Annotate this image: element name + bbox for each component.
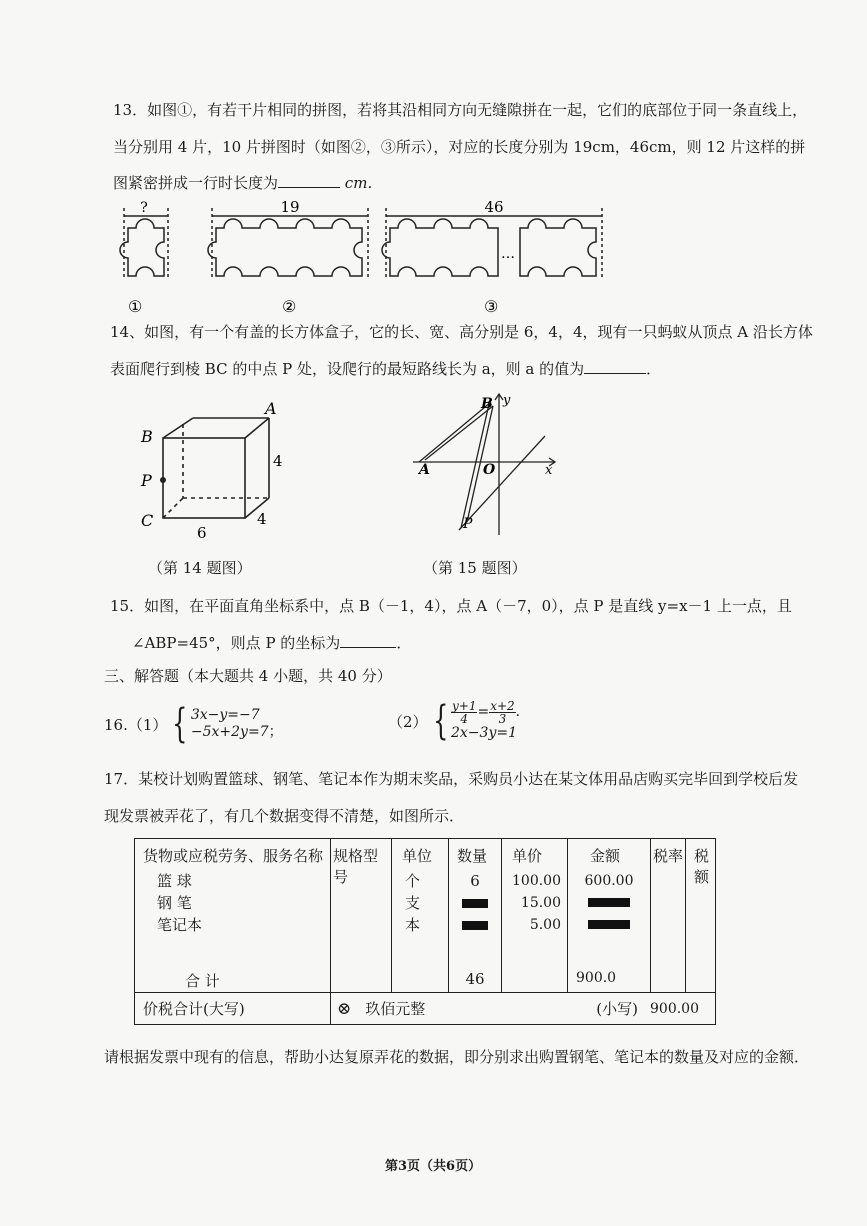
header-spec: 规格型号 [333,847,379,886]
q14-label-height: 4 [273,452,283,470]
amount-pen-redacted [588,898,630,907]
page-footer: 第3页（共6页） [385,1159,482,1174]
q14-label-length: 6 [197,524,207,542]
tax-upper-amount: 玖佰元整 [365,1000,426,1018]
q14-label-p: P [141,471,152,490]
tax-cross-symbol: ⊗ [337,998,352,1019]
q15-line2-end: ． [396,634,412,652]
q15-line1: 15．如图，在平面直角坐标系中，点 B（－1，4），点 A（－7，0），点 P 是直线 y=x－1 上一点，且 [110,597,792,615]
invoice-col-qty [449,839,502,993]
q15-label-a: A [419,462,430,478]
q14-label-b: B [141,427,153,446]
tax-small-amount: 900.00 [650,1000,699,1017]
q15-caption: （第 15 题图） [423,559,527,577]
price-pen: 15.00 [520,895,561,911]
q14-line2-end: ． [646,360,662,378]
unit-notebook: 本 [405,916,421,934]
header-tax: 税额 [694,847,710,886]
q14-line1: 14、如图，有一个有盖的长方体盒子，它的长、宽、高分别是 6，4，4，现有一只蚂蚁从顶点 A 沿长方体 [110,323,813,341]
q16-number: 16.（1） [104,715,168,734]
qty-basketball: 6 [470,872,480,890]
item-basketball: 篮 球 [157,872,192,890]
invoice-col-amount [568,839,651,993]
q13-line1: 13．如图①，有若干片相同的拼图，若将其沿相同方向无缝隙拼在一起，它们的底部位于同一条直线上， [113,101,808,119]
tax-label-cell [135,993,331,1025]
q14-caption: （第 14 题图） [148,559,252,577]
q16-brace2: { [432,698,448,744]
invoice-col-tax [686,839,716,993]
amount-notebook-redacted [588,920,630,929]
q16-part2 [388,700,530,742]
q15-line2-text: ∠ABP=45°，则点 P 的坐标为 [132,634,341,652]
qty-notebook-redacted [462,921,488,930]
q15-label-x: x [545,463,553,478]
q16-eq1b: −5x+2y=7； [190,724,283,740]
q15-label-y: y [503,393,511,408]
q16-system2 [428,700,530,742]
q13-puzzle-figures [110,198,630,323]
q13-fig3-dots: … [501,246,515,262]
q16-eq2b: 2x−3y=1 [451,725,517,741]
header-price: 单价 [512,847,543,865]
price-notebook: 5.00 [529,917,561,933]
item-notebook: 笔记本 [157,916,203,934]
invoice-col-unit [392,839,449,993]
q15-answer-blank [340,634,396,648]
invoice-col-name [135,839,331,993]
q16-number2: （2） [388,712,428,731]
q17-question: 请根据发票中现有的信息，帮助小达复原弄花的数据，即分别求出购置钢笔、笔记本的数量及对应的金额． [104,1048,810,1066]
q14-line2-text: 表面爬行到棱 BC 的中点 P 处，设爬行的最短路线长为 a，则 a 的值为 [110,360,585,378]
tax-total-cell [331,993,716,1025]
q15-label-o: O [483,462,496,478]
q16-eq2a: $\frac{y+1}{4}$ = $\frac{x+2}{3}$ ． [452,699,530,726]
invoice-col-spec [331,839,392,993]
q13-label-2: ② [282,297,297,316]
header-name: 货物或应税劳务、服务名称 [143,847,324,865]
header-qty: 数量 [457,847,488,865]
invoice-col-tax-rate [651,839,686,993]
q15-label-b: B [481,396,493,412]
unit-pen: 支 [405,894,421,912]
q13-label-3: ③ [484,297,499,316]
q13-unit: cm． [344,174,383,192]
q15-label-p: P [463,516,473,532]
total-label: 合 计 [185,972,220,990]
amount-basketball: 600.00 [584,873,634,889]
q15-line2 [132,632,411,653]
invoice-table [134,838,716,1025]
qty-pen-redacted [462,899,488,908]
q13-fig2-dim: 19 [280,198,300,216]
q14-point-p [160,477,166,483]
price-basketball: 100.00 [512,873,561,889]
q16-system1 [167,701,283,747]
q17-line2: 现发票被弄花了，有几个数据变得不清楚，如图所示． [104,807,465,825]
total-amount: 900.0 [576,970,617,986]
q13-line2: 当分别用 4 片，10 片拼图时（如图②，③所示），对应的长度分别为 19cm，46cm，则 12 片这样的拼 [113,138,806,156]
q17-line1: 17．某校计划购置篮球、钢笔、笔记本作为期末奖品，采购员小达在某文体用品店购买完毕回到学校后发 [104,770,799,788]
header-tax-rate: 税率 [653,847,684,865]
total-qty: 46 [465,970,485,988]
item-pen: 钢 笔 [157,894,192,912]
q14-line2 [110,358,661,379]
q16-brace1: { [172,701,188,747]
q14-answer-blank [584,360,646,374]
tax-label: 价税合计(大写) [143,1000,245,1018]
q14-box-figure [135,400,295,550]
q14-label-c: C [141,511,154,530]
q13-line3 [113,172,382,193]
q13-fig3-dim: 46 [484,198,504,216]
q16-part1 [104,701,283,747]
q13-answer-blank [278,174,340,188]
q14-label-a: A [265,400,277,418]
section3-heading: 三、解答题（本大题共 4 小题，共 40 分） [104,667,392,685]
q13-fig1-dim: ? [140,200,148,216]
q14-label-width: 4 [257,510,267,528]
q13-line3-text: 图紧密拼成一行时长度为 [113,174,279,192]
unit-basketball: 个 [405,872,421,890]
q16-eq1a: 3x−y=−7 [190,707,260,723]
invoice-col-price [502,839,568,993]
header-amount: 金额 [590,847,621,865]
q15-coordinate-figure [405,390,565,545]
q13-label-1: ① [128,297,143,316]
header-unit: 单位 [402,847,433,865]
tax-small-label: (小写) [596,1000,638,1018]
